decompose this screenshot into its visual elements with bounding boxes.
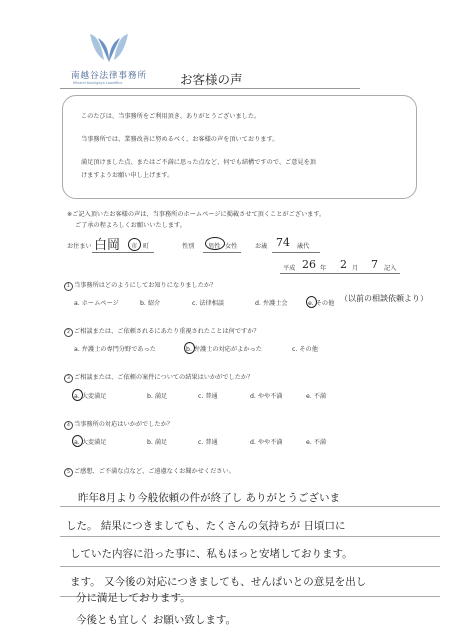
- comment-rule-2: [60, 536, 440, 537]
- q4-option-d: d. やや不満: [250, 439, 283, 446]
- date-underline: [280, 273, 400, 274]
- title-underline: [60, 88, 360, 89]
- intro-line-1: このたびは、当事務所をご利用頂き、ありがとうございました。: [81, 113, 261, 120]
- age-unit: 歳代: [297, 243, 310, 250]
- question-3-number: 3: [64, 374, 73, 383]
- firm-name-en: Minami Koshigaya Lawoffice: [73, 81, 123, 85]
- question-2: [64, 326, 260, 337]
- question-2-text: ご相談または、ご依頼されるにあたり重視されたことは何ですか？: [74, 328, 260, 335]
- comment-line-1: 昨年8月より今般依頼の件が終了し ありがとうございま: [78, 492, 341, 504]
- age-label: お歳: [255, 243, 268, 250]
- question-4: [64, 419, 173, 430]
- q4-option-e: e. 不満: [306, 439, 327, 446]
- page-title: お客様の声: [180, 72, 243, 87]
- question-2-number: 2: [64, 328, 73, 337]
- comment-line-4: ます。 又今後の対応につきましても、せんぱいとの意見を出し: [70, 576, 367, 588]
- gender-label: 性別: [182, 243, 195, 250]
- q4-selected-circle: [72, 435, 83, 447]
- date-month-unit: 月: [352, 265, 359, 272]
- comment-rule-3: [60, 566, 440, 567]
- q3-option-b: b. 満足: [147, 393, 168, 400]
- residence-label: お住まい: [67, 243, 92, 250]
- intro-line-3: 満足頂けました点、またはご不満に思った点など、何でも結構ですので、ご意見を頂: [81, 159, 316, 166]
- q3-option-c: c. 普通: [198, 393, 218, 400]
- notice-line-1: ※ご記入頂いたお客様の声は、当事務所のホームページに掲載させて頂くことがございます。: [67, 211, 326, 218]
- comment-line-6: 今後とも宜しく お願い致します。: [76, 614, 236, 626]
- date-year: 26: [302, 258, 316, 271]
- comment-line-3: していた内容に沿った事に、私もほっと安堵しております。: [70, 548, 353, 560]
- q1-option-d: d. 弁護士会: [255, 300, 288, 307]
- date-year-unit: 年: [320, 265, 327, 272]
- q3-selected-circle: [72, 389, 83, 401]
- gender-underline: [203, 252, 241, 253]
- gender-option-male: 男性: [208, 243, 221, 250]
- city-label: 市: [131, 243, 138, 250]
- age-value: 74: [276, 236, 290, 249]
- q2-option-b: b. 弁護士の対応がよかった: [186, 346, 262, 353]
- q2-option-a: a. 弁護士の専門分野であった: [74, 346, 156, 353]
- q4-option-c: c. 普通: [198, 439, 218, 446]
- q4-option-a: a. 大変満足: [74, 439, 107, 446]
- question-5-text: ご感想、ご不満な点など、ご遠慮なくお聞かせください。: [74, 468, 235, 475]
- question-1-text: 当事務所はどのようにしてお知りになりましたか？: [74, 282, 217, 289]
- question-3-text: ご相談または、ご依頼の案件についての結果はいかがでしたか？: [74, 374, 254, 381]
- q1-option-e: e. その他: [308, 300, 335, 307]
- q1-option-c: c. 法律相談: [192, 300, 225, 307]
- date-month: 2: [340, 258, 347, 271]
- question-3: [64, 372, 253, 383]
- question-1: [64, 280, 216, 291]
- q1-selected-circle: [306, 296, 317, 308]
- gender-male-circle: [205, 237, 225, 250]
- q2-option-c: c. その他: [292, 346, 318, 353]
- q2-selected-circle: [184, 342, 195, 354]
- question-4-number: 4: [64, 421, 73, 430]
- date-suffix: 記入: [384, 265, 397, 272]
- date-day: 7: [371, 258, 378, 271]
- question-5-number: 5: [64, 468, 73, 477]
- city-circle: [128, 238, 141, 251]
- q3-option-d: d. やや不満: [250, 393, 283, 400]
- comment-rule-1: [60, 506, 440, 507]
- age-underline: [272, 252, 320, 253]
- q1-option-b: b. 紹介: [140, 300, 161, 307]
- logo-mark-icon: [84, 30, 134, 66]
- firm-logo: [84, 30, 134, 66]
- gender-option-female: 女性: [225, 243, 238, 250]
- comment-line-2: した。 結果につきましても、たくさんの気持ちが 日頃口に: [66, 520, 346, 532]
- intro-line-2: 当事務所では、業務改善に努めるべく、お客様の声を頂いております。: [81, 136, 279, 143]
- question-1-number: 1: [64, 282, 73, 291]
- q1-option-a: a. ホームページ: [74, 300, 119, 307]
- q1-other-note: （以前の相談依頼より）: [340, 294, 428, 303]
- notice-line-2: ご了承の程よろしくお願いいたします。: [75, 222, 186, 229]
- town-label: 町: [143, 243, 150, 250]
- residence-value: 白岡: [94, 238, 121, 253]
- question-4-text: 当事務所の対応はいかがでしたか？: [74, 421, 173, 428]
- question-5: [64, 466, 235, 477]
- comment-line-5: 分に満足しております。: [76, 592, 191, 604]
- residence-underline: [92, 252, 154, 253]
- firm-name: 南越谷法律事務所: [71, 71, 148, 81]
- q3-option-a: a. 大変満足: [74, 393, 107, 400]
- intro-line-4: けますようお願い申し上げます。: [81, 172, 174, 179]
- q4-option-b: b. 満足: [147, 439, 168, 446]
- date-era: 平成: [283, 265, 296, 272]
- q3-option-e: e. 不満: [306, 393, 327, 400]
